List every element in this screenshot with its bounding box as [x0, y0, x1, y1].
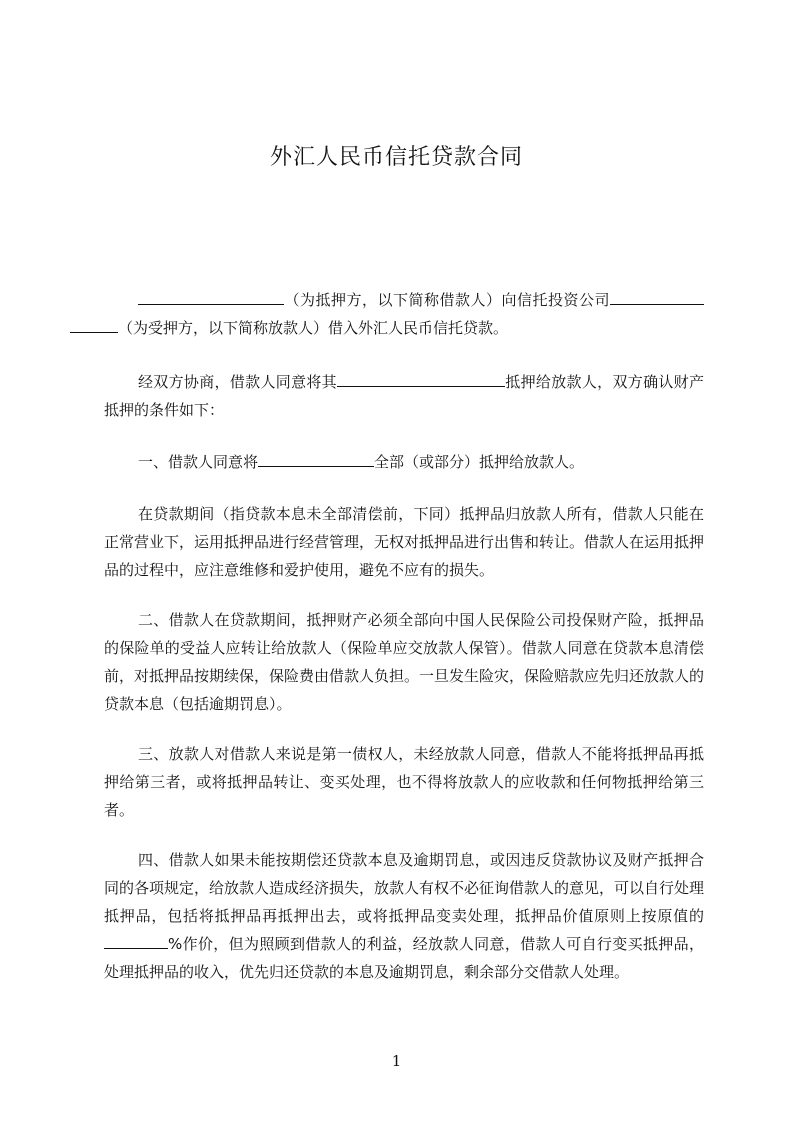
- blank-lender-name-part2[interactable]: [70, 318, 118, 333]
- paragraph-text: %作价，但为照顾到借款人的利益，经放款人同意，借款人可自行变买抵押品，处理抵押品的收入，优先归还贷款的本息及逾期罚息，剩余部分交借款人处理。: [104, 935, 704, 981]
- blank-collateral[interactable]: [258, 452, 374, 467]
- paragraph-clause-3: 三、放款人对借款人来说是第一债权人，未经放款人同意，借款人不能将抵押品再抵押给第三者，或将抵押品转让、变买处理，也不得将放款人的应收款和任何物抵押给第三者。: [104, 745, 704, 819]
- paragraph-text: 经双方协商，借款人同意将其: [138, 373, 337, 391]
- paragraph-text: 全部（或部分）抵押给放款人。: [374, 453, 585, 471]
- paragraph-clause-4: [104, 846, 704, 986]
- blank-borrower-name[interactable]: [138, 290, 284, 305]
- paragraph-agreement: [104, 368, 704, 424]
- paragraph-text: （为抵押方，以下简称借款人）向信托投资公司: [284, 291, 610, 309]
- paragraph-text: 四、借款人如果未能按期偿还贷款本息及逾期罚息，或因违反贷款协议及财产抵押合同的各项规定，给放款人造成经济损失，放款人有权不必征询借款人的意见，可以自行处理抵押品，包括将抵押品再抵押出去，或将抵押品变卖处理，抵押品价值原则上按原值的: [104, 851, 705, 925]
- paragraph-clause-1: [104, 448, 704, 476]
- paragraph-parties: [104, 286, 704, 342]
- paragraph-text: 抵押给放款人，双方确认财产抵押的条件如下：: [104, 373, 704, 419]
- paragraph-clause-2: 二、借款人在贷款期间，抵押财产必须全部向中国人民保险公司投保财产险，抵押品的保险单的受益人应转让给放款人（保险单应交放款人保管）。借款人同意在贷款本息清偿前，对抵押品按期续保，保险费由借款人负担。一旦发生险灾，保险赔款应先归还放款人的贷款本息（包括逾期罚息）。: [104, 611, 705, 713]
- paragraph-loan-period: 在贷款期间（指贷款本息未全部清偿前，下同）抵押品归放款人所有，借款人只能在正常营业下，运用抵押品进行经营管理，无权对抵押品进行出售和转让。借款人在运用抵押品的过程中，应注意维修和爱护使用，避免不应有的损失。: [104, 505, 705, 579]
- blank-percentage[interactable]: [104, 934, 168, 949]
- paragraph-text: 一、借款人同意将: [138, 453, 259, 471]
- document-title: 外汇人民币信托贷款合同: [269, 145, 523, 170]
- paragraph-text: （为受押方，以下简称放款人）借入外汇人民币信托贷款。: [118, 319, 509, 337]
- blank-property[interactable]: [337, 372, 505, 387]
- page-number: 1: [391, 1052, 402, 1070]
- blank-lender-name-part1[interactable]: [610, 290, 704, 305]
